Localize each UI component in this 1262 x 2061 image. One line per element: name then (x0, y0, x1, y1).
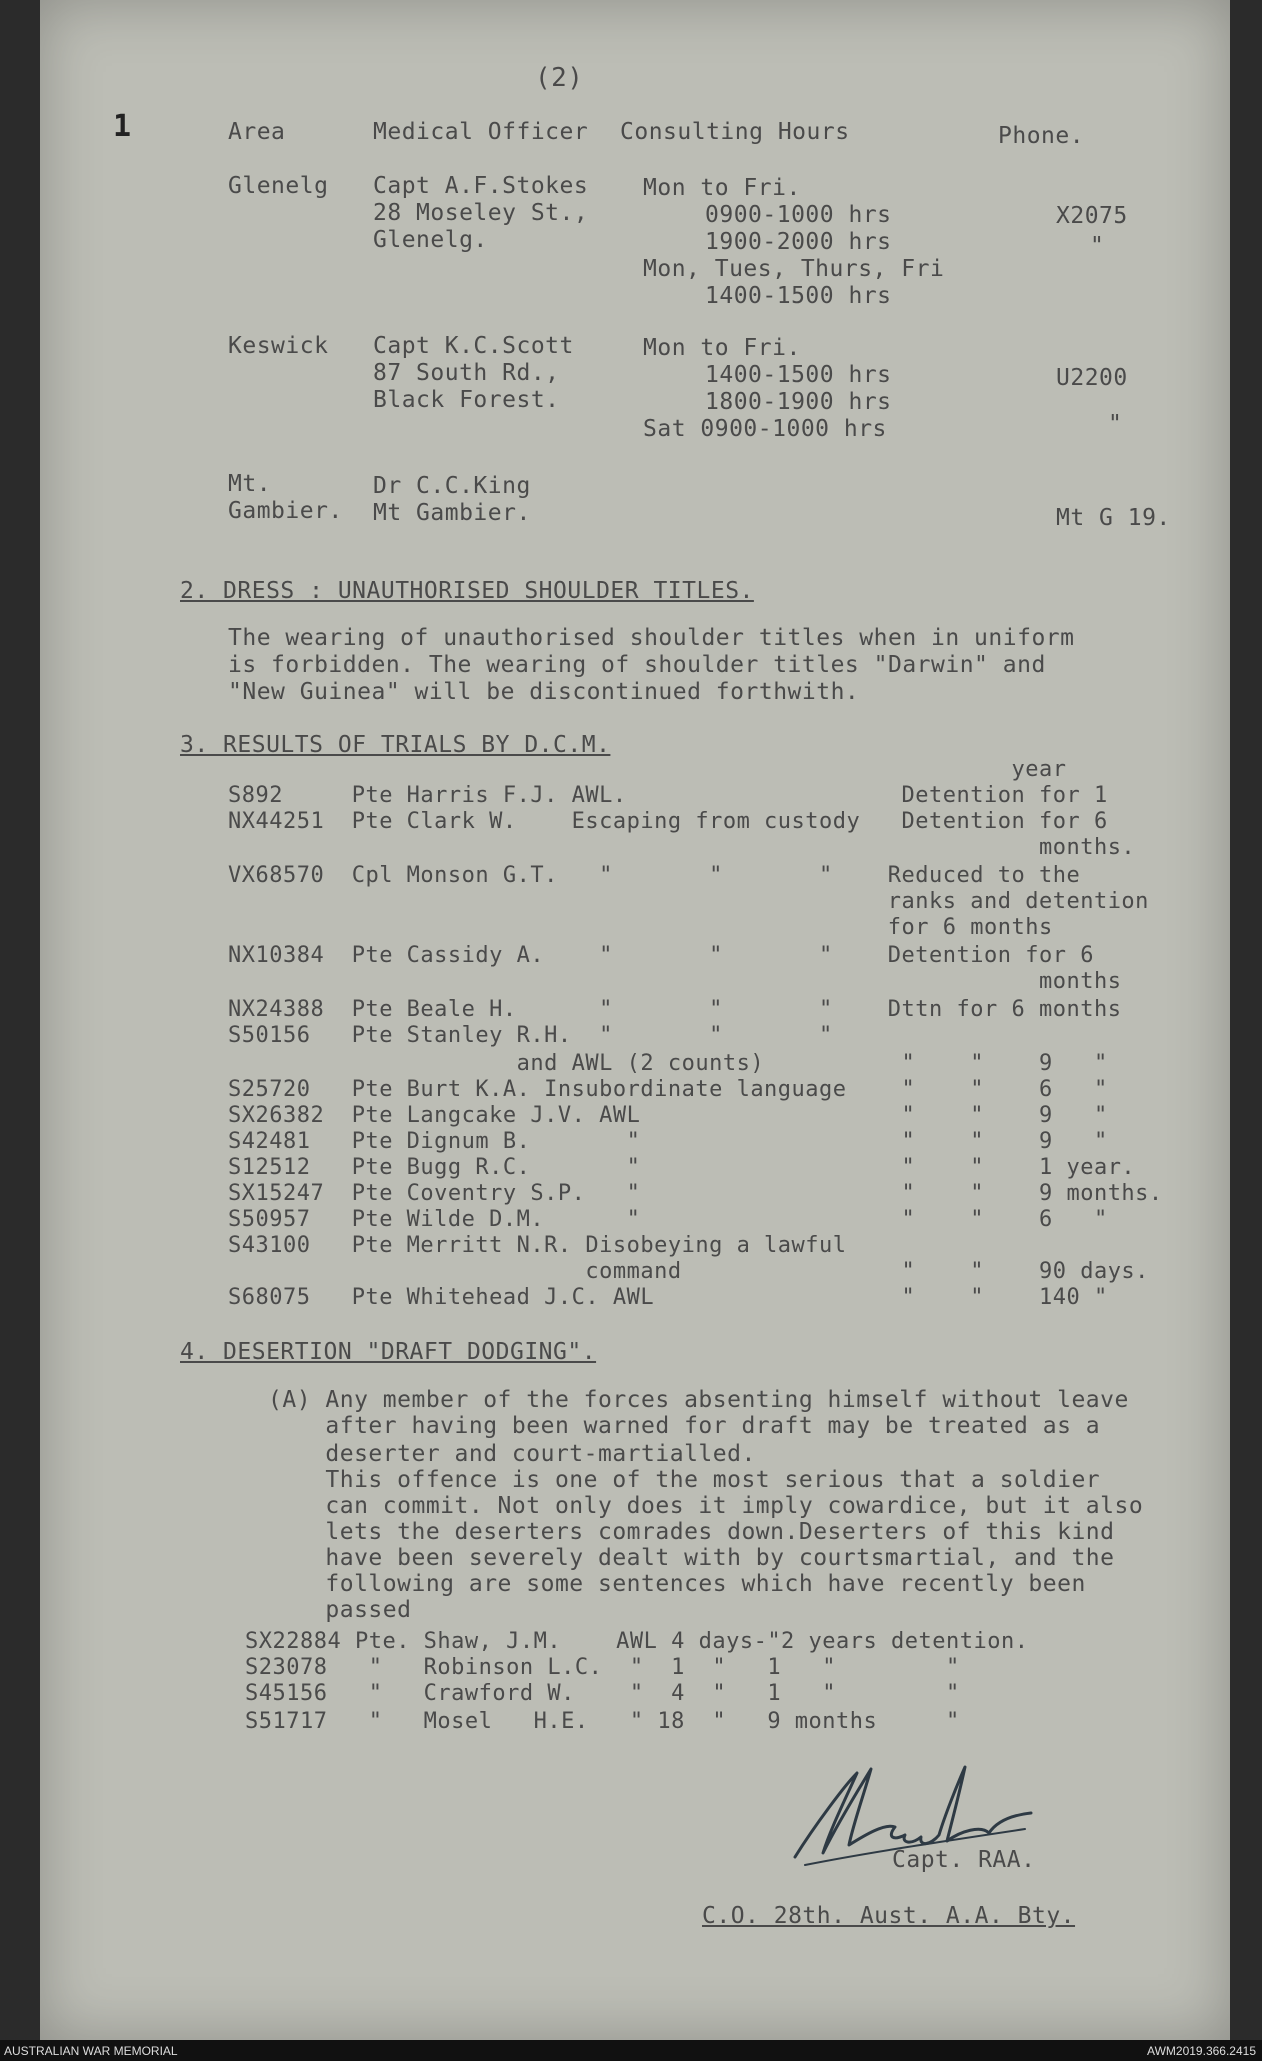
trials-line-1: S892 Pte Harris F.J. AWL. Detention for 1 (228, 783, 1108, 808)
section2-line1: The wearing of unauthorised shoulder titles when in uniform (228, 625, 1075, 651)
trials-line-10: S50156 Pte Stanley R.H. " " " (228, 1023, 833, 1048)
trials-line-19: command " " 90 days. (228, 1259, 1149, 1284)
trials-line-17: S50957 Pte Wilde D.M. " " " 6 " (228, 1207, 1108, 1232)
header-area: Area (228, 119, 286, 145)
section4-heading: 4. DESERTION "DRAFT DODGING". (180, 1339, 597, 1365)
margin-mark: 1 (113, 109, 132, 144)
glenelg-hours-days-2: Mon, Tues, Thurs, Fri (643, 256, 945, 282)
footer-accession-number: AWM2019.366.2415 (1147, 2044, 1256, 2058)
footer-institution: AUSTRALIAN WAR MEMORIAL (4, 2044, 178, 2058)
keswick-hours-evening: 1800-1900 hrs (705, 389, 892, 415)
glenelg-officer-town: Glenelg. (373, 227, 488, 253)
signature-rank: Capt. RAA. (892, 1847, 1036, 1873)
trials-line-9: NX24388 Pte Beale H. " " " Dttn for 6 months (228, 997, 1122, 1022)
keswick-officer-town: Black Forest. (373, 387, 560, 413)
trials-line-5: ranks and detention (228, 889, 1149, 914)
section4-line-8: passed (268, 1597, 412, 1623)
header-medical-officer: Medical Officer (373, 119, 589, 145)
glenelg-hours-days: Mon to Fri. (643, 175, 801, 201)
sentence-row-1: S23078 " Robinson L.C. " 1 " 1 " " (245, 1655, 960, 1680)
signature-unit: C.O. 28th. Aust. A.A. Bty. (702, 1903, 1076, 1929)
trials-line-14: S42481 Pte Dignum B. " " " 9 " (228, 1129, 1108, 1154)
trials-line-3: months. (228, 835, 1136, 860)
trials-line-18: S43100 Pte Merritt N.R. Disobeying a lawful (228, 1233, 847, 1258)
trials-line-8: months (228, 969, 1122, 994)
trials-line-0: year (228, 757, 1067, 782)
keswick-phone-ditto: " (1108, 411, 1123, 437)
trials-line-7: NX10384 Pte Cassidy A. " " " Detention for 6 (228, 943, 1094, 968)
trials-line-20: S68075 Pte Whitehead J.C. AWL " " 140 " (228, 1285, 1108, 1310)
section4-line-3: This offence is one of the most serious that a soldier (268, 1467, 1101, 1493)
glenelg-officer-address: 28 Moseley St., (373, 200, 589, 226)
keswick-officer-name: Capt K.C.Scott (373, 333, 574, 359)
header-consulting-hours: Consulting Hours (620, 119, 850, 145)
glenelg-hours-afternoon: 1400-1500 hrs (705, 283, 892, 309)
section4-line-4: can commit. Not only does it imply cowardice, but it also (268, 1493, 1144, 1519)
glenelg-hours-morning: 0900-1000 hrs (705, 202, 892, 228)
gambier-phone: Mt G 19. (1056, 505, 1171, 531)
gambier-area-line2: Gambier. (228, 498, 343, 524)
header-phone: Phone. (998, 123, 1085, 149)
keswick-hours-saturday: Sat 0900-1000 hrs (643, 416, 887, 442)
section3-heading: 3. RESULTS OF TRIALS BY D.C.M. (180, 732, 611, 758)
trials-line-11: and AWL (2 counts) " " 9 " (228, 1051, 1108, 1076)
section4-line-6: have been severely dealt with by courtsmartial, and the (268, 1545, 1115, 1571)
keswick-officer-address: 87 South Rd., (373, 360, 560, 386)
keswick-phone: U2200 (1056, 365, 1128, 391)
keswick-area: Keswick (228, 333, 329, 359)
section2-line2: is forbidden. The wearing of shoulder titles "Darwin" and (228, 652, 1046, 678)
sentence-row-0: SX22884 Pte. Shaw, J.M. AWL 4 days-"2 years detention. (245, 1629, 1029, 1654)
gambier-area-line1: Mt. (228, 471, 272, 497)
trials-line-4: VX68570 Cpl Monson G.T. " " " Reduced to the (228, 863, 1081, 888)
section4-line-7: following are some sentences which have recently been (268, 1571, 1086, 1597)
section4-line-5: lets the deserters comrades down.Deserters of this kind (268, 1519, 1115, 1545)
page-number: (2) (535, 63, 584, 93)
trials-line-2: NX44251 Pte Clark W. Escaping from custody Detention for 6 (228, 809, 1108, 834)
glenelg-phone: X2075 (1056, 203, 1128, 229)
trials-line-15: S12512 Pte Bugg R.C. " " " 1 year. (228, 1155, 1136, 1180)
section4-line-2: deserter and court-martialled. (268, 1441, 756, 1467)
sentence-row-2: S45156 " Crawford W. " 4 " 1 " " (245, 1681, 960, 1706)
keswick-hours-afternoon: 1400-1500 hrs (705, 362, 892, 388)
section4-line-0: (A) Any member of the forces absenting himself without leave (268, 1387, 1129, 1413)
gambier-officer-name: Dr C.C.King (373, 473, 531, 499)
keswick-hours-days: Mon to Fri. (643, 335, 801, 361)
glenelg-phone-ditto: " (1090, 233, 1105, 259)
glenelg-area: Glenelg (228, 173, 329, 199)
trials-line-6: for 6 months (228, 915, 1053, 940)
trials-line-12: S25720 Pte Burt K.A. Insubordinate language " " 6 " (228, 1077, 1108, 1102)
section2-heading: 2. DRESS : UNAUTHORISED SHOULDER TITLES. (180, 578, 754, 604)
glenelg-officer-name: Capt A.F.Stokes (373, 173, 589, 199)
archive-footer (0, 2040, 1262, 2061)
section2-line3: "New Guinea" will be discontinued forthwith. (228, 679, 860, 705)
sentence-row-3: S51717 " Mosel H.E. " 18 " 9 months " (245, 1709, 960, 1734)
document-page (40, 0, 1230, 2040)
gambier-officer-town: Mt Gambier. (373, 500, 531, 526)
glenelg-hours-evening: 1900-2000 hrs (705, 229, 892, 255)
section4-line-1: after having been warned for draft may be treated as a (268, 1413, 1101, 1439)
trials-line-13: SX26382 Pte Langcake J.V. AWL " " 9 " (228, 1103, 1108, 1128)
trials-line-16: SX15247 Pte Coventry S.P. " " " 9 months. (228, 1181, 1163, 1206)
